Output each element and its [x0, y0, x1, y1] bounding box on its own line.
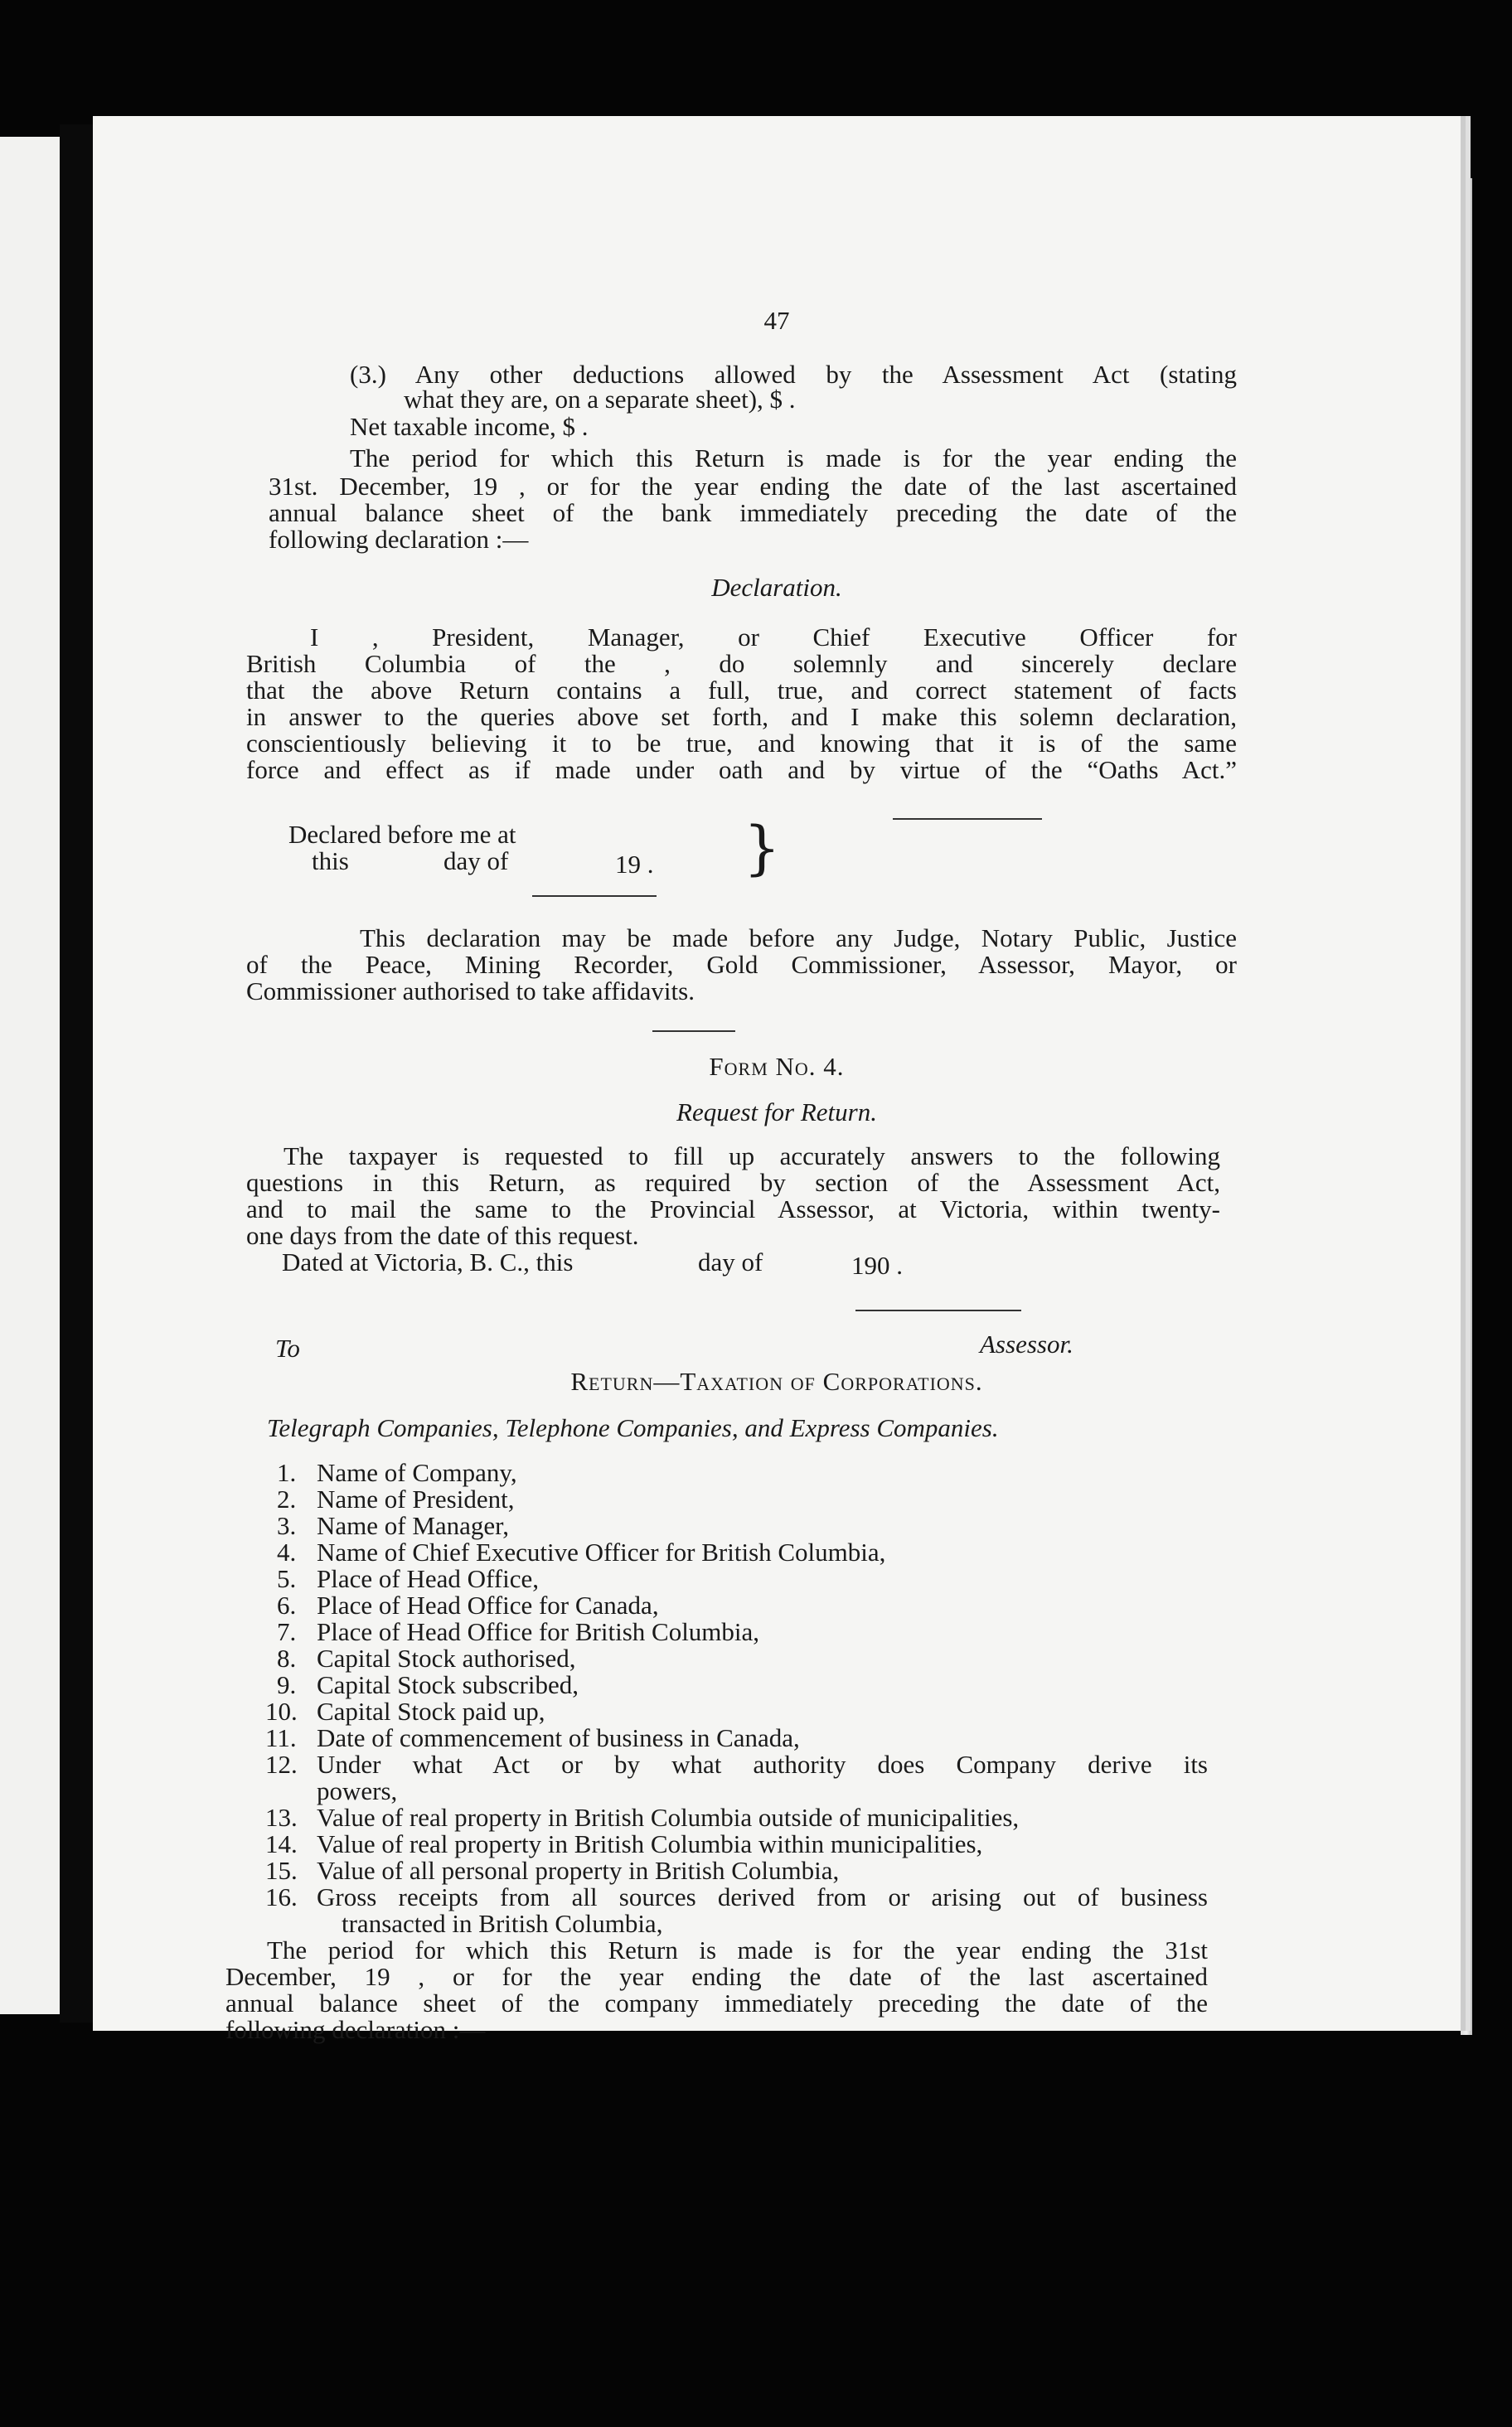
companies-heading: Telegraph Companies, Telephone Companies, and Express Companies.: [267, 1413, 999, 1442]
list-item-num: 5.: [277, 1564, 297, 1593]
declaration-line-6: force and effect as if made under oath and by virtue of the “Oaths Act.”: [246, 755, 1237, 784]
net-taxable-income: Net taxable income, $ .: [350, 412, 589, 441]
list-item: Name of President,: [317, 1485, 515, 1514]
bank-period-line-4: following declaration :—: [269, 525, 529, 554]
form-heading: Form No. 4.: [709, 1052, 845, 1081]
declared-year: 19 .: [615, 850, 654, 879]
declaration-line-3: that the above Return contains a full, true, and correct statement of facts: [246, 676, 1237, 705]
request-line-4: one days from the date of this request.: [246, 1221, 639, 1250]
list-item-num: 16.: [265, 1882, 298, 1911]
book-gutter: [60, 124, 93, 2022]
bank-period-line-3: annual balance sheet of the bank immediately preceding the date of the: [269, 498, 1237, 527]
section-divider: [652, 1030, 735, 1032]
declaration-line-5: conscientiously believing it to be true, and knowing that it is of the same: [246, 729, 1237, 758]
affidavit-note-line-2: of the Peace, Mining Recorder, Gold Commissioner, Assessor, Mayor, or: [246, 950, 1237, 979]
list-item: Date of commencement of business in Canada,: [317, 1723, 800, 1752]
to-label: To: [275, 1334, 300, 1363]
list-item-num: 8.: [277, 1644, 297, 1673]
list-item-num: 9.: [277, 1670, 297, 1699]
list-item-num: 12.: [265, 1750, 298, 1779]
dated-day-of: day of: [698, 1247, 763, 1276]
list-item: Place of Head Office for Canada,: [317, 1591, 659, 1620]
list-item-num: 4.: [277, 1538, 297, 1567]
signature-line: [893, 818, 1042, 820]
facing-page-edge: [0, 137, 60, 2014]
declaration-line-2: British Columbia of the , do solemnly and sincerely declare: [246, 649, 1237, 678]
list-item-num: 14.: [265, 1829, 298, 1858]
list-item: Place of Head Office for British Columbia,: [317, 1617, 760, 1646]
list-item-num: 15.: [265, 1856, 298, 1885]
document-page: [93, 116, 1461, 2044]
request-line-3: and to mail the same to the Provincial Assessor, at Victoria, within twenty-: [246, 1194, 1220, 1223]
list-item-num: 13.: [265, 1803, 298, 1832]
list-item-num: 6.: [277, 1591, 297, 1620]
bank-period-line-2: 31st. December, 19 , or for the year ending the date of the last ascertained: [269, 472, 1237, 501]
company-period-line-1: The period for which this Return is made is for the year ending the 31st: [267, 1935, 1208, 1964]
list-item: Capital Stock subscribed,: [317, 1670, 579, 1699]
list-item: Capital Stock authorised,: [317, 1644, 576, 1673]
list-item: Value of real property in British Columbia outside of municipalities,: [317, 1803, 1020, 1832]
page-stack-edge: [1461, 178, 1472, 2035]
list-item-continuation: powers,: [317, 1776, 398, 1805]
list-item-num: 11.: [265, 1723, 297, 1752]
declared-before-line: Declared before me at: [288, 820, 516, 849]
deduction-item-3-line-2: what they are, on a separate sheet), $ .: [404, 385, 796, 414]
affidavit-note-line-1: This declaration may be made before any Judge, Notary Public, Justice: [360, 923, 1237, 952]
request-line-2: questions in this Return, as required by section of the Assessment Act,: [246, 1168, 1220, 1197]
list-item-num: 7.: [277, 1617, 297, 1646]
list-item: Name of Chief Executive Officer for British Columbia,: [317, 1538, 886, 1567]
declaration-line-1: I , President, Manager, or Chief Executive Officer for: [310, 622, 1237, 652]
company-period-line-4: following declaration :—: [225, 2015, 486, 2044]
right-brace: }: [744, 814, 781, 882]
deduction-item-3-line-1: (3.) Any other deductions allowed by the Assessment Act (stating: [350, 360, 1237, 389]
dated-year: 190 .: [851, 1251, 903, 1280]
dated-at-victoria: Dated at Victoria, B. C., this: [282, 1247, 574, 1276]
list-item: Under what Act or by what authority does Company derive its: [317, 1750, 1208, 1779]
declared-day-of: day of: [443, 846, 509, 875]
list-item: Name of Company,: [317, 1458, 517, 1487]
list-item-num: 3.: [277, 1511, 297, 1540]
list-item-num: 1.: [277, 1458, 297, 1487]
list-item-num: 2.: [277, 1485, 297, 1514]
list-item: Value of real property in British Columbia within municipalities,: [317, 1829, 983, 1858]
assessor-signature-line: [855, 1310, 1021, 1311]
declaration-heading: Declaration.: [711, 573, 842, 602]
company-period-line-2: December, 19 , or for the year ending the date of the last ascertained: [225, 1962, 1208, 1991]
affidavit-note-line-3: Commissioner authorised to take affidavits.: [246, 976, 695, 1005]
list-item: Place of Head Office,: [317, 1564, 539, 1593]
commissioner-line: [532, 895, 657, 897]
list-item: Capital Stock paid up,: [317, 1697, 545, 1726]
list-item: Value of all personal property in British Columbia,: [317, 1856, 840, 1885]
request-heading: Request for Return.: [676, 1097, 877, 1126]
assessor-label: Assessor.: [980, 1330, 1073, 1359]
declared-this: this: [312, 846, 349, 875]
return-heading: Return—Taxation of Corporations.: [570, 1367, 983, 1396]
list-item-continuation: transacted in British Columbia,: [342, 1909, 663, 1938]
list-item: Name of Manager,: [317, 1511, 510, 1540]
page-number: 47: [763, 306, 790, 335]
bank-period-line-1: The period for which this Return is made is for the year ending the: [350, 443, 1237, 472]
list-item: Gross receipts from all sources derived from or arising out of business: [317, 1882, 1208, 1911]
list-item-num: 10.: [265, 1697, 298, 1726]
request-line-1: The taxpayer is requested to fill up accurately answers to the following: [284, 1141, 1220, 1170]
declaration-line-4: in answer to the queries above set forth, and I make this solemn declaration,: [246, 702, 1237, 731]
company-period-line-3: annual balance sheet of the company immediately preceding the date of the: [225, 1989, 1208, 2018]
